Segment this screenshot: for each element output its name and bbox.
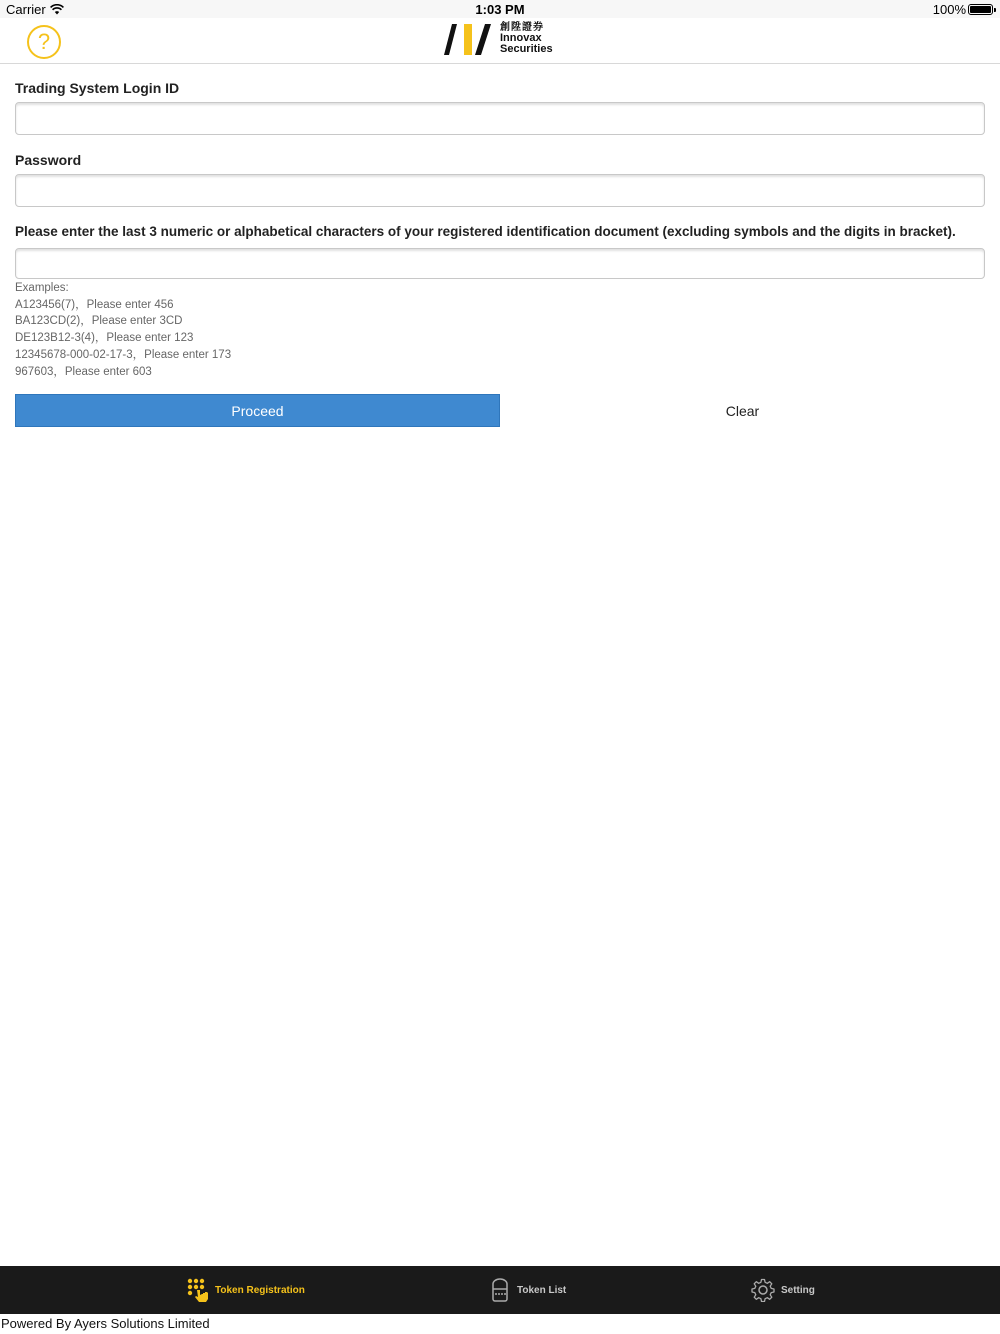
example-item: A123456(7)，Please enter 456 [15,298,174,311]
tab-setting[interactable] [751,1266,815,1314]
keypad-hand-icon [187,1278,209,1302]
tab-label: Token List [517,1284,567,1296]
tab-bar [0,1266,1000,1314]
login-id-input[interactable] [15,102,985,135]
logo-mark-icon [444,22,494,56]
nav-bar [0,18,1000,64]
proceed-button[interactable]: Proceed [15,394,500,427]
carrier-label: Carrier [6,2,46,17]
logo-text [500,22,553,55]
password-label: Password [15,152,82,168]
tab-label: Token Registration [215,1284,305,1296]
id-document-label: Please enter the last 3 numeric or alphabetical characters of your registered identification document (excluding symbols and the digits in bracket). [15,224,956,239]
logo-name-line2: Securities [500,43,553,55]
logo-name-line1: Innovax [500,32,542,44]
examples-title: Examples: [15,282,69,294]
example-item: BA123CD(2)，Please enter 3CD [15,315,183,328]
action-buttons [15,394,985,427]
status-time: 1:03 PM [475,2,525,17]
id-document-input[interactable] [15,248,985,279]
example-item: 12345678-000-02-17-3，Please enter 173 [15,348,232,361]
battery-percent: 100% [932,2,966,17]
status-bar [0,0,1000,18]
gear-icon [751,1278,775,1302]
clear-button[interactable]: Clear [500,394,985,427]
question-circle-icon: ? [37,29,51,54]
logo-chinese-name: 創陞證券 [500,22,544,33]
battery-icon [968,4,993,15]
example-item: DE123B12-3(4)，Please enter 123 [15,332,194,345]
tab-token-list[interactable] [489,1266,566,1314]
token-device-icon [489,1278,511,1302]
tab-token-registration[interactable] [187,1266,305,1314]
tab-label: Setting [781,1284,815,1296]
login-id-label: Trading System Login ID [15,80,180,96]
example-item: 967603，Please enter 603 [15,365,152,378]
help-button[interactable] [27,25,61,59]
password-input[interactable] [15,174,985,207]
footer-powered-by: Powered By Ayers Solutions Limited [0,1314,1000,1334]
examples-block [15,280,231,380]
